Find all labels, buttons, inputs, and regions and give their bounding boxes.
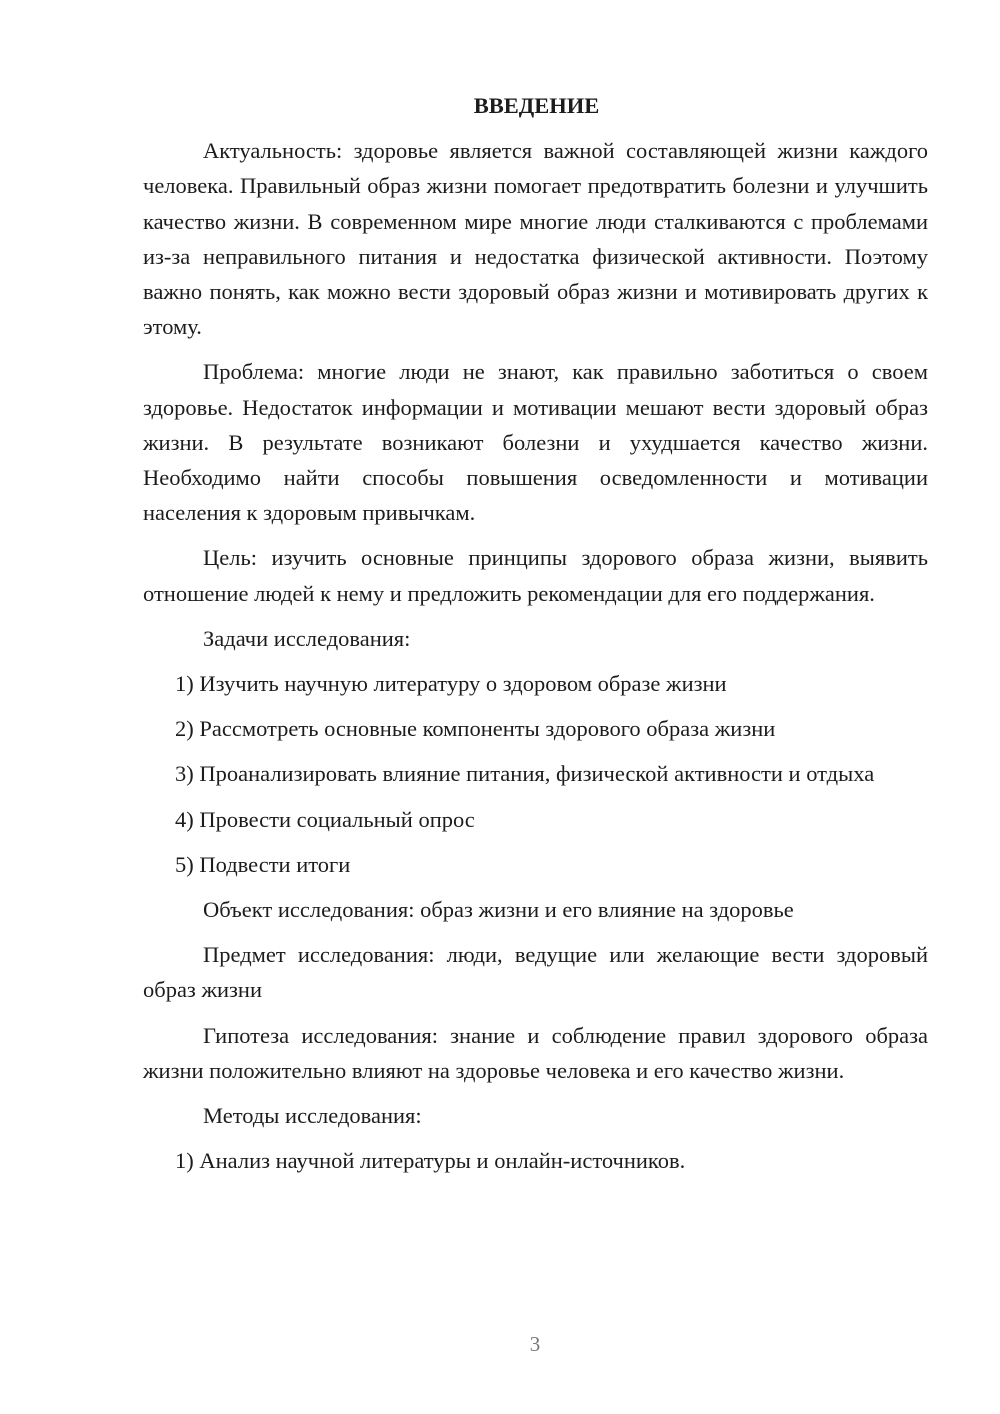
task-item: 4) Провести социальный опрос xyxy=(175,806,475,832)
task-item: 1) Изучить научную литературу о здоровом образе жизни xyxy=(175,671,727,697)
section-title: ВВЕДЕНИЕ xyxy=(473,93,600,118)
method-item: 1) Анализ научной литературы и онлайн-источников. xyxy=(175,1148,686,1174)
page-content xyxy=(143,88,928,1188)
task-item: 3) Проанализировать влияние питания, физической активности и отдыха xyxy=(175,761,875,787)
goal-paragraph: Цель: изучить основные принципы здорового образа жизни, выявить отношение людей к нему и предложить рекомендации для его поддержания. xyxy=(143,545,928,606)
tasks-list xyxy=(143,666,928,882)
hypothesis-paragraph: Гипотеза исследования: знание и соблюдение правил здорового образа жизни положительно влияют на здоровье человека и его качество жизни. xyxy=(143,1022,928,1083)
object-paragraph: Объект исследования: образ жизни и его влияние на здоровье xyxy=(203,897,794,923)
relevance-paragraph: Актуальность: здоровье является важной составляющей жизни каждого человека. Правильный образ жизни помогает предотвратить болезни и улучшить качество жизни. В современном мире многие люди сталкиваются с проблемами из-за неправильного питания и недостатка физической активности. Поэтому важно понять, как можно вести здоровый образ жизни и мотивировать других к этому. xyxy=(143,138,928,340)
tasks-heading: Задачи исследования: xyxy=(203,625,411,651)
problem-paragraph: Проблема: многие люди не знают, как правильно заботиться о своем здоровье. Недостаток информации и мотивации мешают вести здоровый образ жизни. В результате возникают болезни и ухудшается качество жизни. Необходимо найти способы повышения осведомленности и мотивации населения к здоровым привычкам. xyxy=(143,359,928,526)
methods-list xyxy=(143,1143,928,1178)
page-number: 3 xyxy=(529,1332,541,1356)
task-item: 2) Рассмотреть основные компоненты здорового образа жизни xyxy=(175,716,776,742)
task-item: 5) Подвести итоги xyxy=(175,851,351,877)
subject-paragraph: Предмет исследования: люди, ведущие или желающие вести здоровый образ жизни xyxy=(143,942,928,1003)
methods-heading: Методы исследования: xyxy=(203,1103,422,1129)
